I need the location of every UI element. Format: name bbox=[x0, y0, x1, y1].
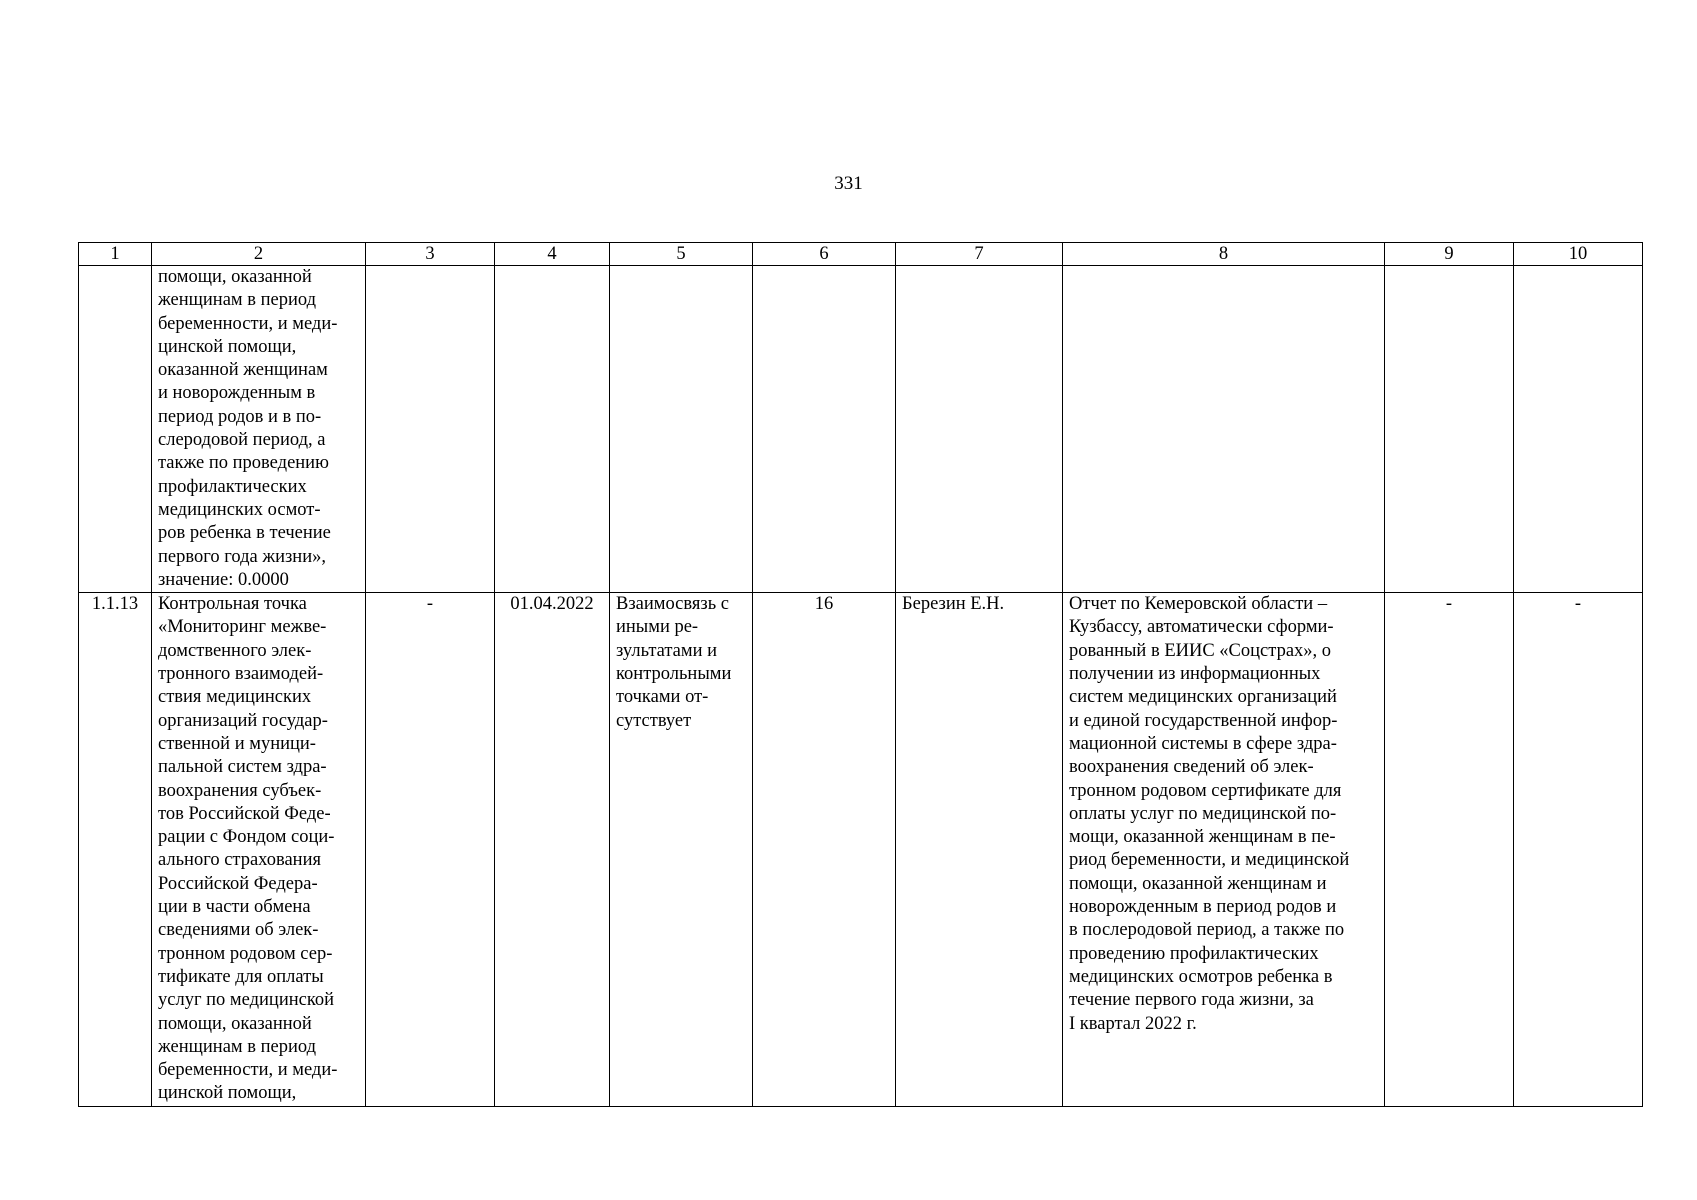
row-number-cell bbox=[79, 266, 152, 593]
table-header-row bbox=[79, 243, 1643, 266]
table-cell bbox=[495, 266, 610, 593]
table-cell bbox=[366, 266, 495, 593]
relation-cell: Взаимосвязь с иными ре- зультатами и контрольными точками от- сутствует bbox=[610, 593, 753, 1107]
table-cell: - bbox=[1385, 593, 1514, 1107]
plan-table bbox=[78, 242, 1643, 1107]
date-cell: 01.04.2022 bbox=[495, 593, 610, 1107]
column-header: 5 bbox=[610, 243, 753, 266]
result-document-cell: Отчет по Кемеровской области – Кузбассу, автоматически сформи- рованный в ЕИИС «Соцстрах», о получении из информационных систем медицинских организаций и единой государственной инфор- мационной системы в сфере здра- воохранения сведений об элек- тронном родовом сертификате для оплаты услуг по медицинской по- мощи, оказанной женщинам в пе- риод беременности, и медицинской помощи, оказанной женщинам и новорожденным в период родов и в послеродовой период, а также по проведению профилактических медицинских осмотров ребенка в течение первого года жизни, за I квартал 2022 г. bbox=[1063, 593, 1385, 1107]
table-row bbox=[79, 593, 1643, 1107]
table-cell bbox=[1063, 266, 1385, 593]
responsible-cell: Березин Е.Н. bbox=[896, 593, 1063, 1107]
table-row bbox=[79, 266, 1643, 593]
event-description-cell: Контрольная точка «Мониторинг межве- домственного элек- тронного взаимодей- ствия медицинских организаций государ- ственной и муници- пальной систем здра- воохранения субъек- тов Российской Феде- рации с Фондом соци- ального страхования Российской Федера- ции в части обмена сведениями об элек- тронном родовом сер- тификате для оплаты услуг по медицинской помощи, оказанной женщинам в период беременности, и меди- цинской помощи, bbox=[152, 593, 366, 1107]
row-number-cell: 1.1.13 bbox=[79, 593, 152, 1107]
table-cell bbox=[753, 266, 896, 593]
column-header: 8 bbox=[1063, 243, 1385, 266]
table-cell: - bbox=[366, 593, 495, 1107]
table-cell: 16 bbox=[753, 593, 896, 1107]
table-cell: - bbox=[1514, 593, 1643, 1107]
table-cell bbox=[896, 266, 1063, 593]
table-cell bbox=[1385, 266, 1514, 593]
event-description-cell: помощи, оказанной женщинам в период беременности, и меди- цинской помощи, оказанной женщинам и новорожденным в период родов и в по- слеродовой период, а также по проведению профилактических медицинских осмот- ров ребенка в течение первого года жизни», значение: 0.0000 bbox=[152, 266, 366, 593]
table-cell bbox=[1514, 266, 1643, 593]
column-header: 6 bbox=[753, 243, 896, 266]
column-header: 3 bbox=[366, 243, 495, 266]
column-header: 7 bbox=[896, 243, 1063, 266]
page-number: 331 bbox=[834, 173, 863, 194]
column-header: 2 bbox=[152, 243, 366, 266]
table-cell bbox=[610, 266, 753, 593]
column-header: 1 bbox=[79, 243, 152, 266]
column-header: 10 bbox=[1514, 243, 1643, 266]
column-header: 4 bbox=[495, 243, 610, 266]
column-header: 9 bbox=[1385, 243, 1514, 266]
